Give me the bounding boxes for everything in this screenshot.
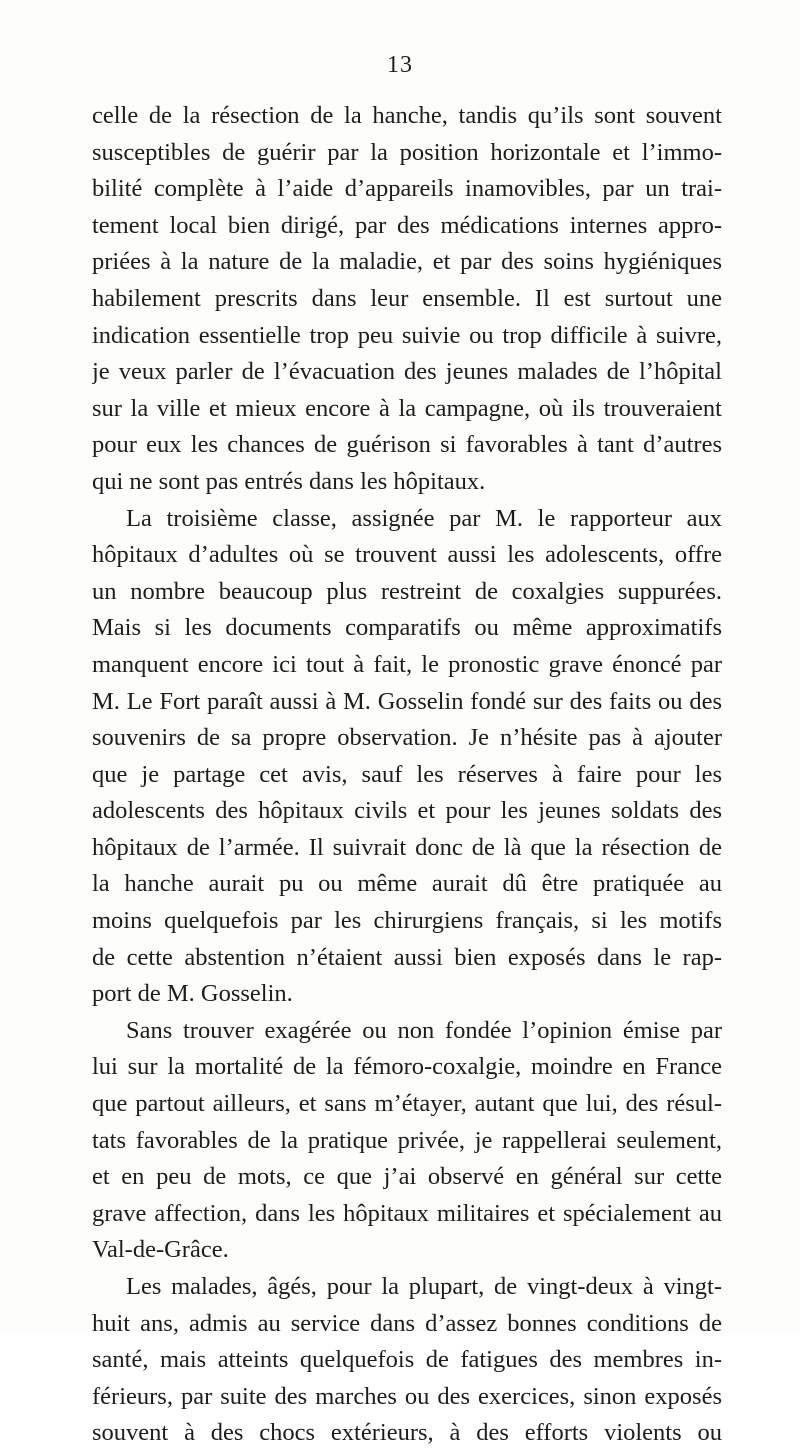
body-text: [92, 98, 722, 1452]
text-line: un nombre beaucoup plus restreint de coxalgies suppurées.: [92, 577, 722, 605]
text-line: indication essentielle trop peu suivie ou trop difficile à suivre,: [92, 321, 722, 349]
text-line: hôpitaux de l’armée. Il suivrait donc de là que la résection de: [92, 833, 722, 861]
text-line: pour eux les chances de guérison si favorables à tant d’autres: [92, 431, 722, 459]
text-line: tats favorables de la pratique privée, je rappellerai seulement,: [92, 1126, 722, 1154]
text-line: celle de la résection de la hanche, tandis qu’ils sont souvent: [92, 102, 722, 129]
text-line: La troisième classe, assignée par M. le rapporteur aux: [126, 504, 722, 532]
text-line: Sans trouver exagérée ou non fondée l’opinion émise par: [126, 1016, 722, 1044]
text-line: habilement prescrits dans leur ensemble. Il est surtout une: [92, 284, 722, 312]
text-line: port de M. Gosselin.: [92, 980, 293, 1008]
text-line: grave affection, dans les hôpitaux militaires et spécialement au: [92, 1199, 722, 1227]
text-line: M. Le Fort paraît aussi à M. Gosselin fondé sur des faits ou des: [92, 687, 722, 715]
text-line: adolescents des hôpitaux civils et pour les jeunes soldats des: [92, 797, 722, 825]
text-line: susceptibles de guérir par la position horizontale et l’immo-: [92, 138, 722, 166]
text-line: qui ne sont pas entrés dans les hôpitaux.: [92, 467, 486, 495]
text-line: priées à la nature de la maladie, et par des soins hygiéniques: [92, 248, 722, 276]
text-line: souvenirs de sa propre observation. Je n’hésite pas à ajouter: [92, 724, 722, 752]
text-line: moins quelquefois par les chirurgiens français, si les motifs: [92, 907, 722, 935]
text-line: huit ans, admis au service dans d’assez bonnes conditions de: [92, 1309, 722, 1337]
text-line: je veux parler de l’évacuation des jeunes malades de l’hôpital: [92, 358, 722, 386]
text-line: sur la ville et mieux encore à la campagne, où ils trouveraient: [92, 394, 722, 422]
text-line: bilité complète à l’aide d’appareils inamovibles, par un trai-: [92, 175, 722, 203]
text-line: manquent encore ici tout à fait, le pronostic grave énoncé par: [92, 650, 722, 678]
text-line: et en peu de mots, ce que j’ai observé en général sur cette: [92, 1163, 722, 1191]
text-line: lui sur la mortalité de la fémoro-coxalgie, moindre en France: [92, 1053, 722, 1081]
text-line: Val-de-Grâce.: [92, 1236, 229, 1264]
text-line: de cette abstention n’étaient aussi bien exposés dans le rap-: [92, 943, 722, 971]
text-line: férieurs, par suite des marches ou des exercices, sinon exposés: [92, 1382, 722, 1410]
text-line: hôpitaux d’adultes où se trouvent aussi les adolescents, offre: [92, 541, 722, 569]
text-line: tement local bien dirigé, par des médications internes appro-: [92, 211, 722, 239]
text-line: souvent à des chocs extérieurs, à des efforts violents ou: [92, 1419, 722, 1447]
text-line: que partout ailleurs, et sans m’étayer, autant que lui, des résul-: [92, 1090, 722, 1118]
text-line: santé, mais atteints quelquefois de fatigues des membres in-: [92, 1346, 722, 1374]
page-number: 13: [387, 52, 413, 78]
text-line: Les malades, âgés, pour la plupart, de vingt-deux à vingt-: [126, 1273, 722, 1300]
text-line: Mais si les documents comparatifs ou même approximatifs: [92, 614, 722, 642]
text-line: que je partage cet avis, sauf les réserves à faire pour les: [92, 760, 722, 788]
text-line: la hanche aurait pu ou même aurait dû être pratiquée au: [92, 870, 722, 898]
